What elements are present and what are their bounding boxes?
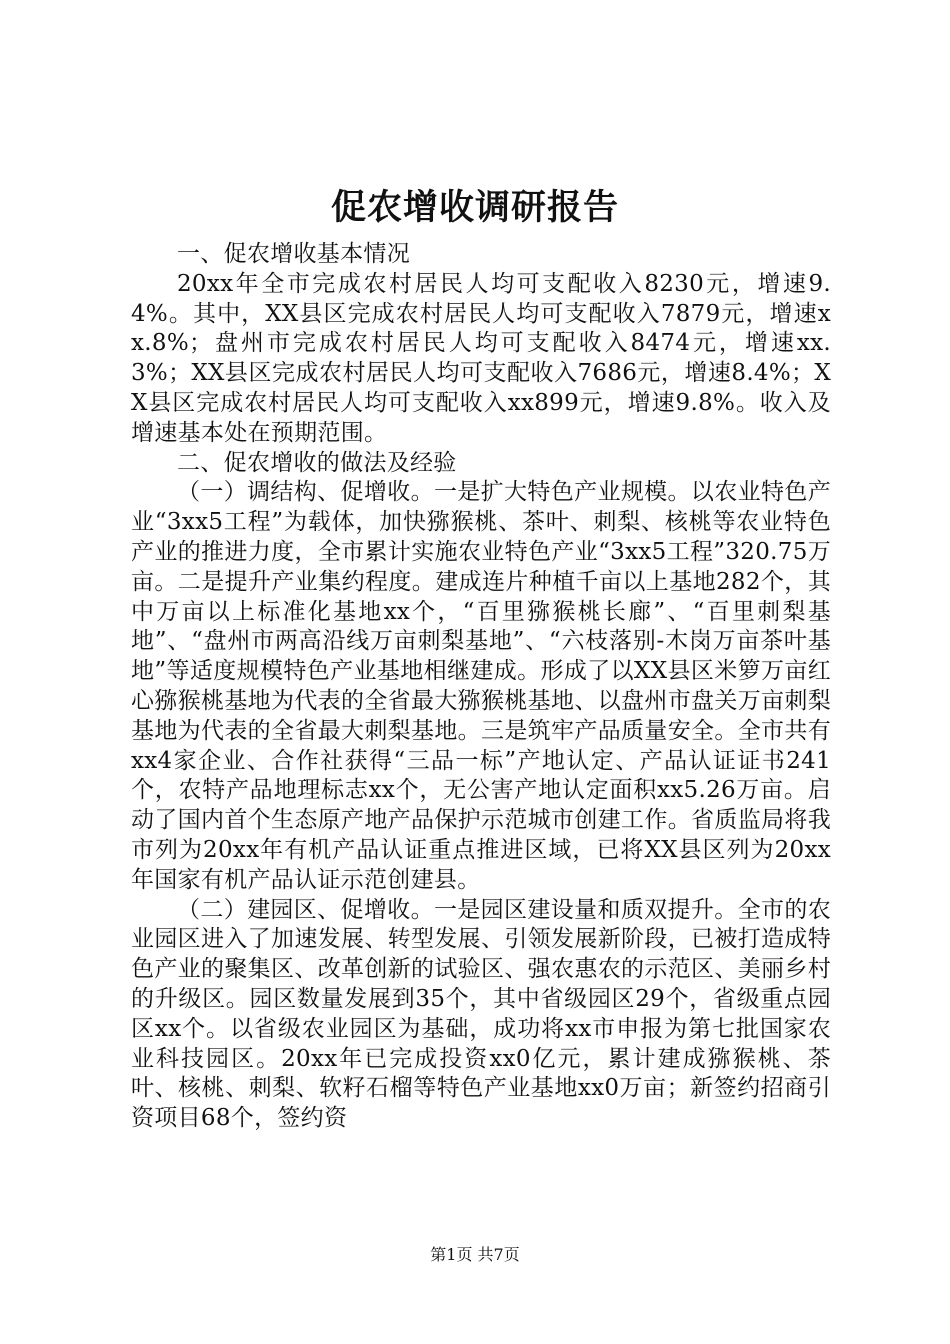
section-heading-2: 二、促农增收的做法及经验 [177, 449, 457, 476]
paragraph-structure-adjustment: （一）调结构、促增收。一是扩大特色产业规模。以农业特色产业“3xx5工程”为载体，加快猕猴桃、茶叶、刺梨、核桃等农业特色产业的推进力度，全市累计实施农业特色产业“3xx5工程”320.75万亩。二是提升产业集约程度。建成连片种植千亩以上基地282个，其中万亩以上标准化基地xx个，“百里猕猴桃长廊”、“百里刺梨基地”、“盘州市两高沿线万亩刺梨基地”、“六枝落别-木岗万亩茶叶基地”等适度规模特色产业基地相继建成。形成了以XX县区米箩万亩红心猕猴桃基地为代表的全省最大猕猴桃基地、以盘州市盘关万亩刺梨基地为代表的全省最大刺梨基地。三是筑牢产品质量安全。全市共有xx4家企业、合作社获得“三品一标”产地认定、产品认证证书241个，农特产品地理标志xx个，无公害产地认定面积xx5.26万亩。启动了国内首个生态原产地产品保护示范城市创建工作。省质监局将我市列为20xx年有机产品认证重点推进区域，已将XX县区列为20xx年国家有机产品认证示范创建县。 [131, 479, 831, 893]
document-body [131, 240, 831, 1134]
paragraph-income-overview: 20xx年全市完成农村居民人均可支配收入8230元，增速9.4%。其中，XX县区完成农村居民人均可支配收入7879元，增速xx.8%；盘州市完成农村居民人均可支配收入8474元，增速xx.3%；XX县区完成农村居民人均可支配收入7686元，增速8.4%；XX县区完成农村居民人均可支配收入xx899元，增速9.8%。收入及增速基本处在预期范围。 [131, 270, 832, 446]
section-heading-1: 一、促农增收基本情况 [177, 241, 410, 267]
document-title: 促农增收调研报告 [330, 187, 619, 228]
page-number-footer: 第1页 共7页 [430, 1245, 520, 1264]
paragraph-park-construction: （二）建园区、促增收。一是园区建设量和质双提升。全市的农业园区进入了加速发展、转型发展、引领发展新阶段，已被打造成特色产业的聚集区、改革创新的试验区、强农惠农的示范区、美丽乡村的升级区。园区数量发展到35个，其中省级园区29个，省级重点园区xx个。以省级农业园区为基础，成功将xx市申报为第七批国家农业科技园区。20xx年已完成投资xx0亿元，累计建成猕猴桃、茶叶、核桃、刺梨、软籽石榴等特色产业基地xx0万亩；新签约招商引资项目68个，签约资 [131, 896, 831, 1132]
